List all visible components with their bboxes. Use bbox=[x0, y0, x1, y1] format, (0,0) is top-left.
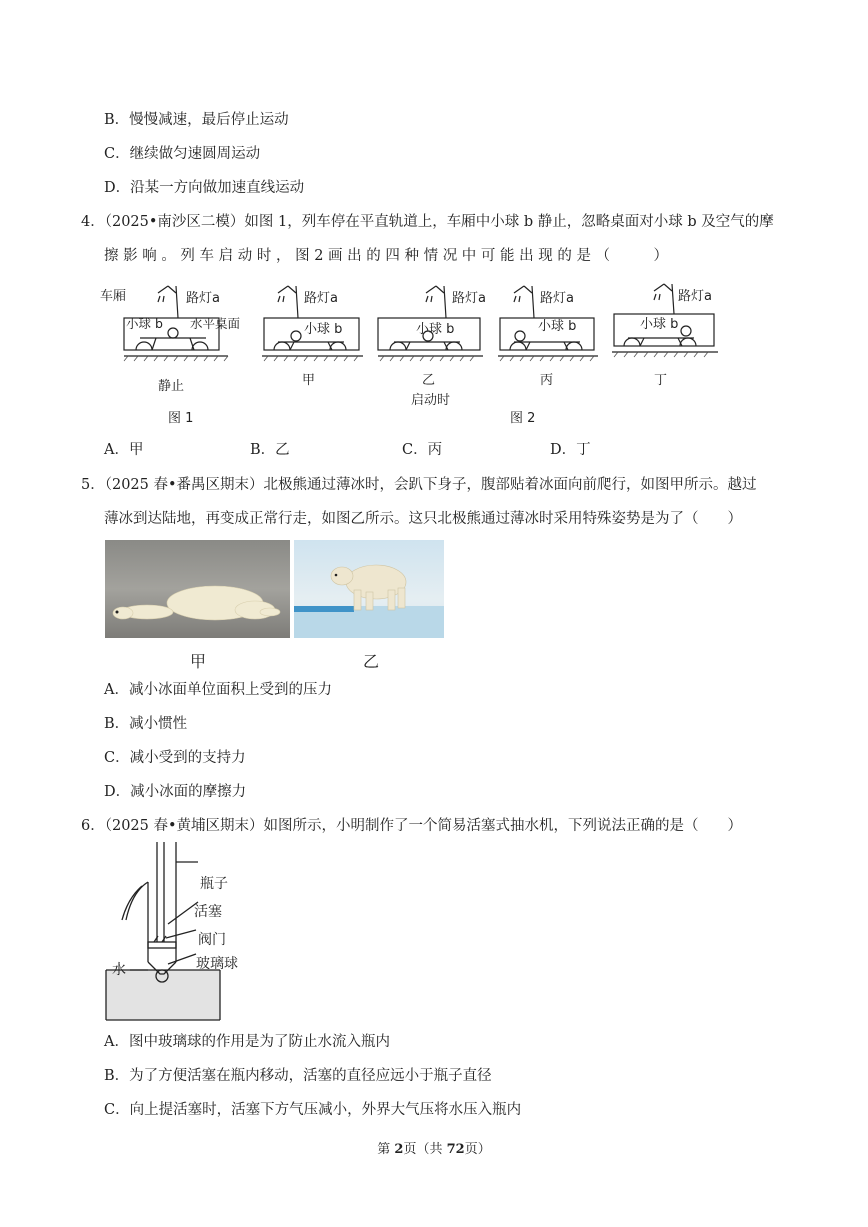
label-lamp: 路灯a bbox=[186, 291, 220, 306]
label-glass-ball: 玻璃球 bbox=[196, 956, 238, 972]
q6-option-a: A．图中玻璃球的作用是为了防止水流入瓶内 bbox=[104, 1034, 390, 1050]
polar-bear-crawling-photo bbox=[105, 540, 290, 638]
label-still: 静止 bbox=[158, 379, 185, 394]
label-valve: 阀门 bbox=[198, 932, 226, 948]
label-lamp: 路灯a bbox=[304, 291, 338, 306]
q5-stem-line2: 薄冰到达陆地，再变成正常行走，如图乙所示。这只北极熊通过薄冰时采用特殊姿势是为了（ ） bbox=[104, 511, 742, 527]
q4-stem-line1: 4．（2025•南沙区二模）如图 1，列车停在平直轨道上，车厢中小球 b 静止，忽略桌面对小球 b 及空气的摩 bbox=[81, 214, 774, 230]
q4-train-figure bbox=[98, 278, 738, 433]
label-ball: 小球 b bbox=[416, 322, 455, 337]
footer-mid: 页（共 bbox=[403, 1142, 447, 1157]
label-carriage: 车厢 bbox=[100, 289, 127, 304]
q4-option-c: C．丙 bbox=[402, 442, 443, 458]
q5-label-jia: 甲 bbox=[190, 652, 207, 671]
label-lamp: 路灯a bbox=[540, 291, 574, 306]
q3-option-b: B．慢慢减速，最后停止运动 bbox=[104, 112, 289, 128]
label-yi: 乙 bbox=[422, 373, 436, 388]
piston-pump-figure bbox=[102, 842, 262, 1024]
label-jia: 甲 bbox=[302, 373, 316, 388]
page-footer bbox=[0, 1138, 868, 1157]
label-lamp: 路灯a bbox=[678, 289, 712, 304]
label-fig1: 图 1 bbox=[168, 411, 194, 426]
q4-stem-line2: 擦 影 响 。 列 车 启 动 时 ， 图 2 画 出 的 四 种 情 况 中 可 能 出 现 的 是 （ ） bbox=[104, 248, 669, 264]
label-ball: 小球 b bbox=[126, 316, 163, 331]
label-table: 水平桌面 bbox=[190, 316, 241, 331]
footer-pre: 第 bbox=[377, 1142, 395, 1157]
footer-total-pages: 72 bbox=[446, 1142, 465, 1157]
q3-option-c: C．继续做匀速圆周运动 bbox=[104, 146, 261, 162]
q4-option-a: A．甲 bbox=[104, 442, 144, 458]
label-ball: 小球 b bbox=[640, 317, 679, 332]
q6-option-c: C．向上提活塞时，活塞下方气压减小，外界大气压将水压入瓶内 bbox=[104, 1102, 522, 1118]
q5-option-d: D．减小冰面的摩擦力 bbox=[104, 784, 247, 800]
q5-option-c: C．减小受到的支持力 bbox=[104, 750, 246, 766]
q6-option-b: B．为了方便活塞在瓶内移动，活塞的直径应远小于瓶子直径 bbox=[104, 1068, 492, 1084]
label-ball: 小球 b bbox=[304, 322, 343, 337]
label-bottle: 瓶子 bbox=[200, 876, 228, 892]
label-ding: 丁 bbox=[654, 373, 668, 388]
footer-post: 页） bbox=[464, 1142, 491, 1157]
label-lamp: 路灯a bbox=[452, 291, 486, 306]
q5-option-b: B．减小惯性 bbox=[104, 716, 188, 732]
q4-option-d: D．丁 bbox=[550, 442, 591, 458]
label-starting: 启动时 bbox=[411, 393, 451, 408]
polar-bear-walking-photo bbox=[294, 540, 444, 638]
label-water: 水 bbox=[112, 962, 126, 978]
q5-stem-line1: 5．（2025 春•番禺区期末）北极熊通过薄冰时，会趴下身子，腹部贴着冰面向前爬行，如图甲所示。越过 bbox=[81, 477, 757, 493]
label-bing: 丙 bbox=[540, 373, 554, 388]
q4-option-b: B．乙 bbox=[250, 442, 290, 458]
q5-option-a: A．减小冰面单位面积上受到的压力 bbox=[104, 682, 332, 698]
footer-page-number: 2 bbox=[394, 1142, 404, 1157]
q3-option-d: D．沿某一方向做加速直线运动 bbox=[104, 180, 305, 196]
q6-stem-line1: 6．（2025 春•黄埔区期末）如图所示，小明制作了一个简易活塞式抽水机，下列说法正确的是（ ） bbox=[81, 818, 743, 834]
q5-label-yi: 乙 bbox=[363, 652, 380, 671]
label-fig2: 图 2 bbox=[510, 411, 536, 426]
label-piston: 活塞 bbox=[194, 904, 222, 920]
label-ball: 小球 b bbox=[538, 319, 577, 334]
